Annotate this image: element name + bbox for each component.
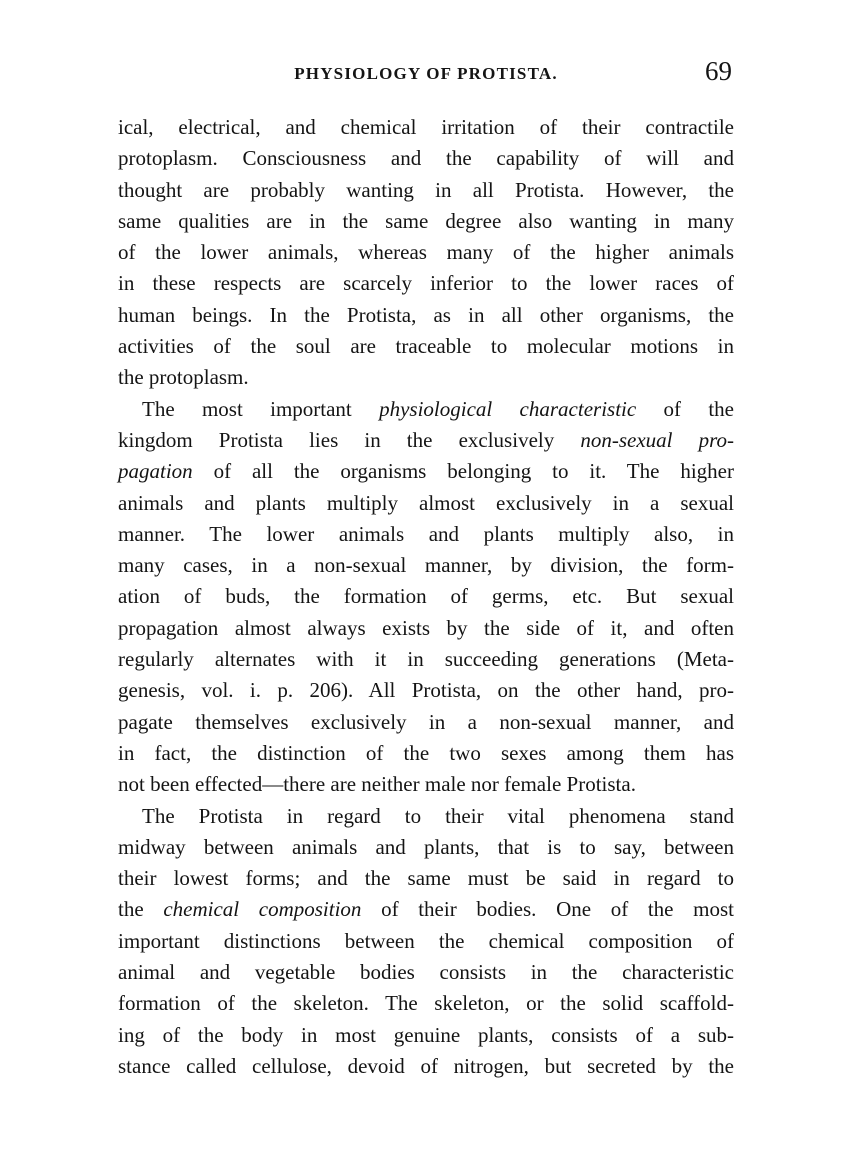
text-line: stance called cellulose, devoid of nitrogen, but secreted by the (118, 1053, 734, 1078)
text-line: important distinctions between the chemical composition of (118, 928, 734, 953)
text-line: many cases, in a non-sexual manner, by division, the form- (118, 553, 734, 578)
text-line: their lowest forms; and the same must be said in regard to (118, 866, 734, 891)
text-line: human beings. In the Protista, as in all other organisms, the (118, 302, 734, 327)
text-line-paragraph-end: not been effected—there are neither male nor female Protista. (118, 772, 636, 797)
text-line: protoplasm. Consciousness and the capability of will and (118, 146, 734, 171)
text-line-paragraph-end: the protoplasm. (118, 365, 249, 390)
text-line: pagate themselves exclusively in a non-sexual manner, and (118, 709, 734, 734)
text-line: the chemical composition of their bodies. One of the most (118, 897, 734, 922)
text-line-paragraph-start: The Protista in regard to their vital phenomena stand (142, 803, 734, 828)
text-line: in fact, the distinction of the two sexes among them has (118, 740, 734, 765)
text-line: animal and vegetable bodies consists in the characteristic (118, 960, 734, 985)
text-line: formation of the skeleton. The skeleton, or the solid scaffold- (118, 991, 734, 1016)
page-number: 69 (705, 56, 732, 86)
text-line: ical, electrical, and chemical irritation of their contractile (118, 115, 734, 139)
text-line: regularly alternates with it in succeeding generations (Meta- (118, 647, 734, 672)
text-line: pagation of all the organisms belonging to it. The higher (118, 459, 734, 484)
running-head (118, 58, 734, 92)
text-line: activities of the soul are traceable to molecular motions in (118, 334, 734, 359)
text-line: genesis, vol. i. p. 206). All Protista, on the other hand, pro- (118, 678, 734, 703)
text-line: midway between animals and plants, that is to say, between (118, 834, 734, 859)
text-line: ation of buds, the formation of germs, etc. But sexual (118, 584, 734, 609)
italic-phrase: chemical composition (163, 897, 362, 922)
text-line: of the lower animals, whereas many of the higher animals (118, 240, 734, 265)
text-line: ing of the body in most genuine plants, consists of a sub- (118, 1022, 734, 1047)
italic-phrase: pagation (118, 459, 193, 484)
text-line: manner. The lower animals and plants multiply also, in (118, 521, 734, 546)
italic-phrase: physiological characteristic (379, 396, 637, 421)
text-line: same qualities are in the same degree also wanting in many (118, 208, 734, 233)
text-line: in these respects are scarcely inferior to the lower races of (118, 271, 734, 296)
text-line: thought are probably wanting in all Protista. However, the (118, 177, 734, 202)
text-line: animals and plants multiply almost exclusively in a sexual (118, 490, 734, 515)
italic-phrase: non-sexual pro- (580, 427, 734, 452)
text-line: propagation almost always exists by the side of it, and often (118, 615, 734, 640)
running-title: PHYSIOLOGY OF PROTISTA. (294, 64, 558, 83)
text-line-paragraph-start: The most important physiological characteristic of the (142, 396, 734, 421)
text-line: kingdom Protista lies in the exclusively non-sexual pro- (118, 427, 734, 452)
body-text (118, 112, 734, 1082)
